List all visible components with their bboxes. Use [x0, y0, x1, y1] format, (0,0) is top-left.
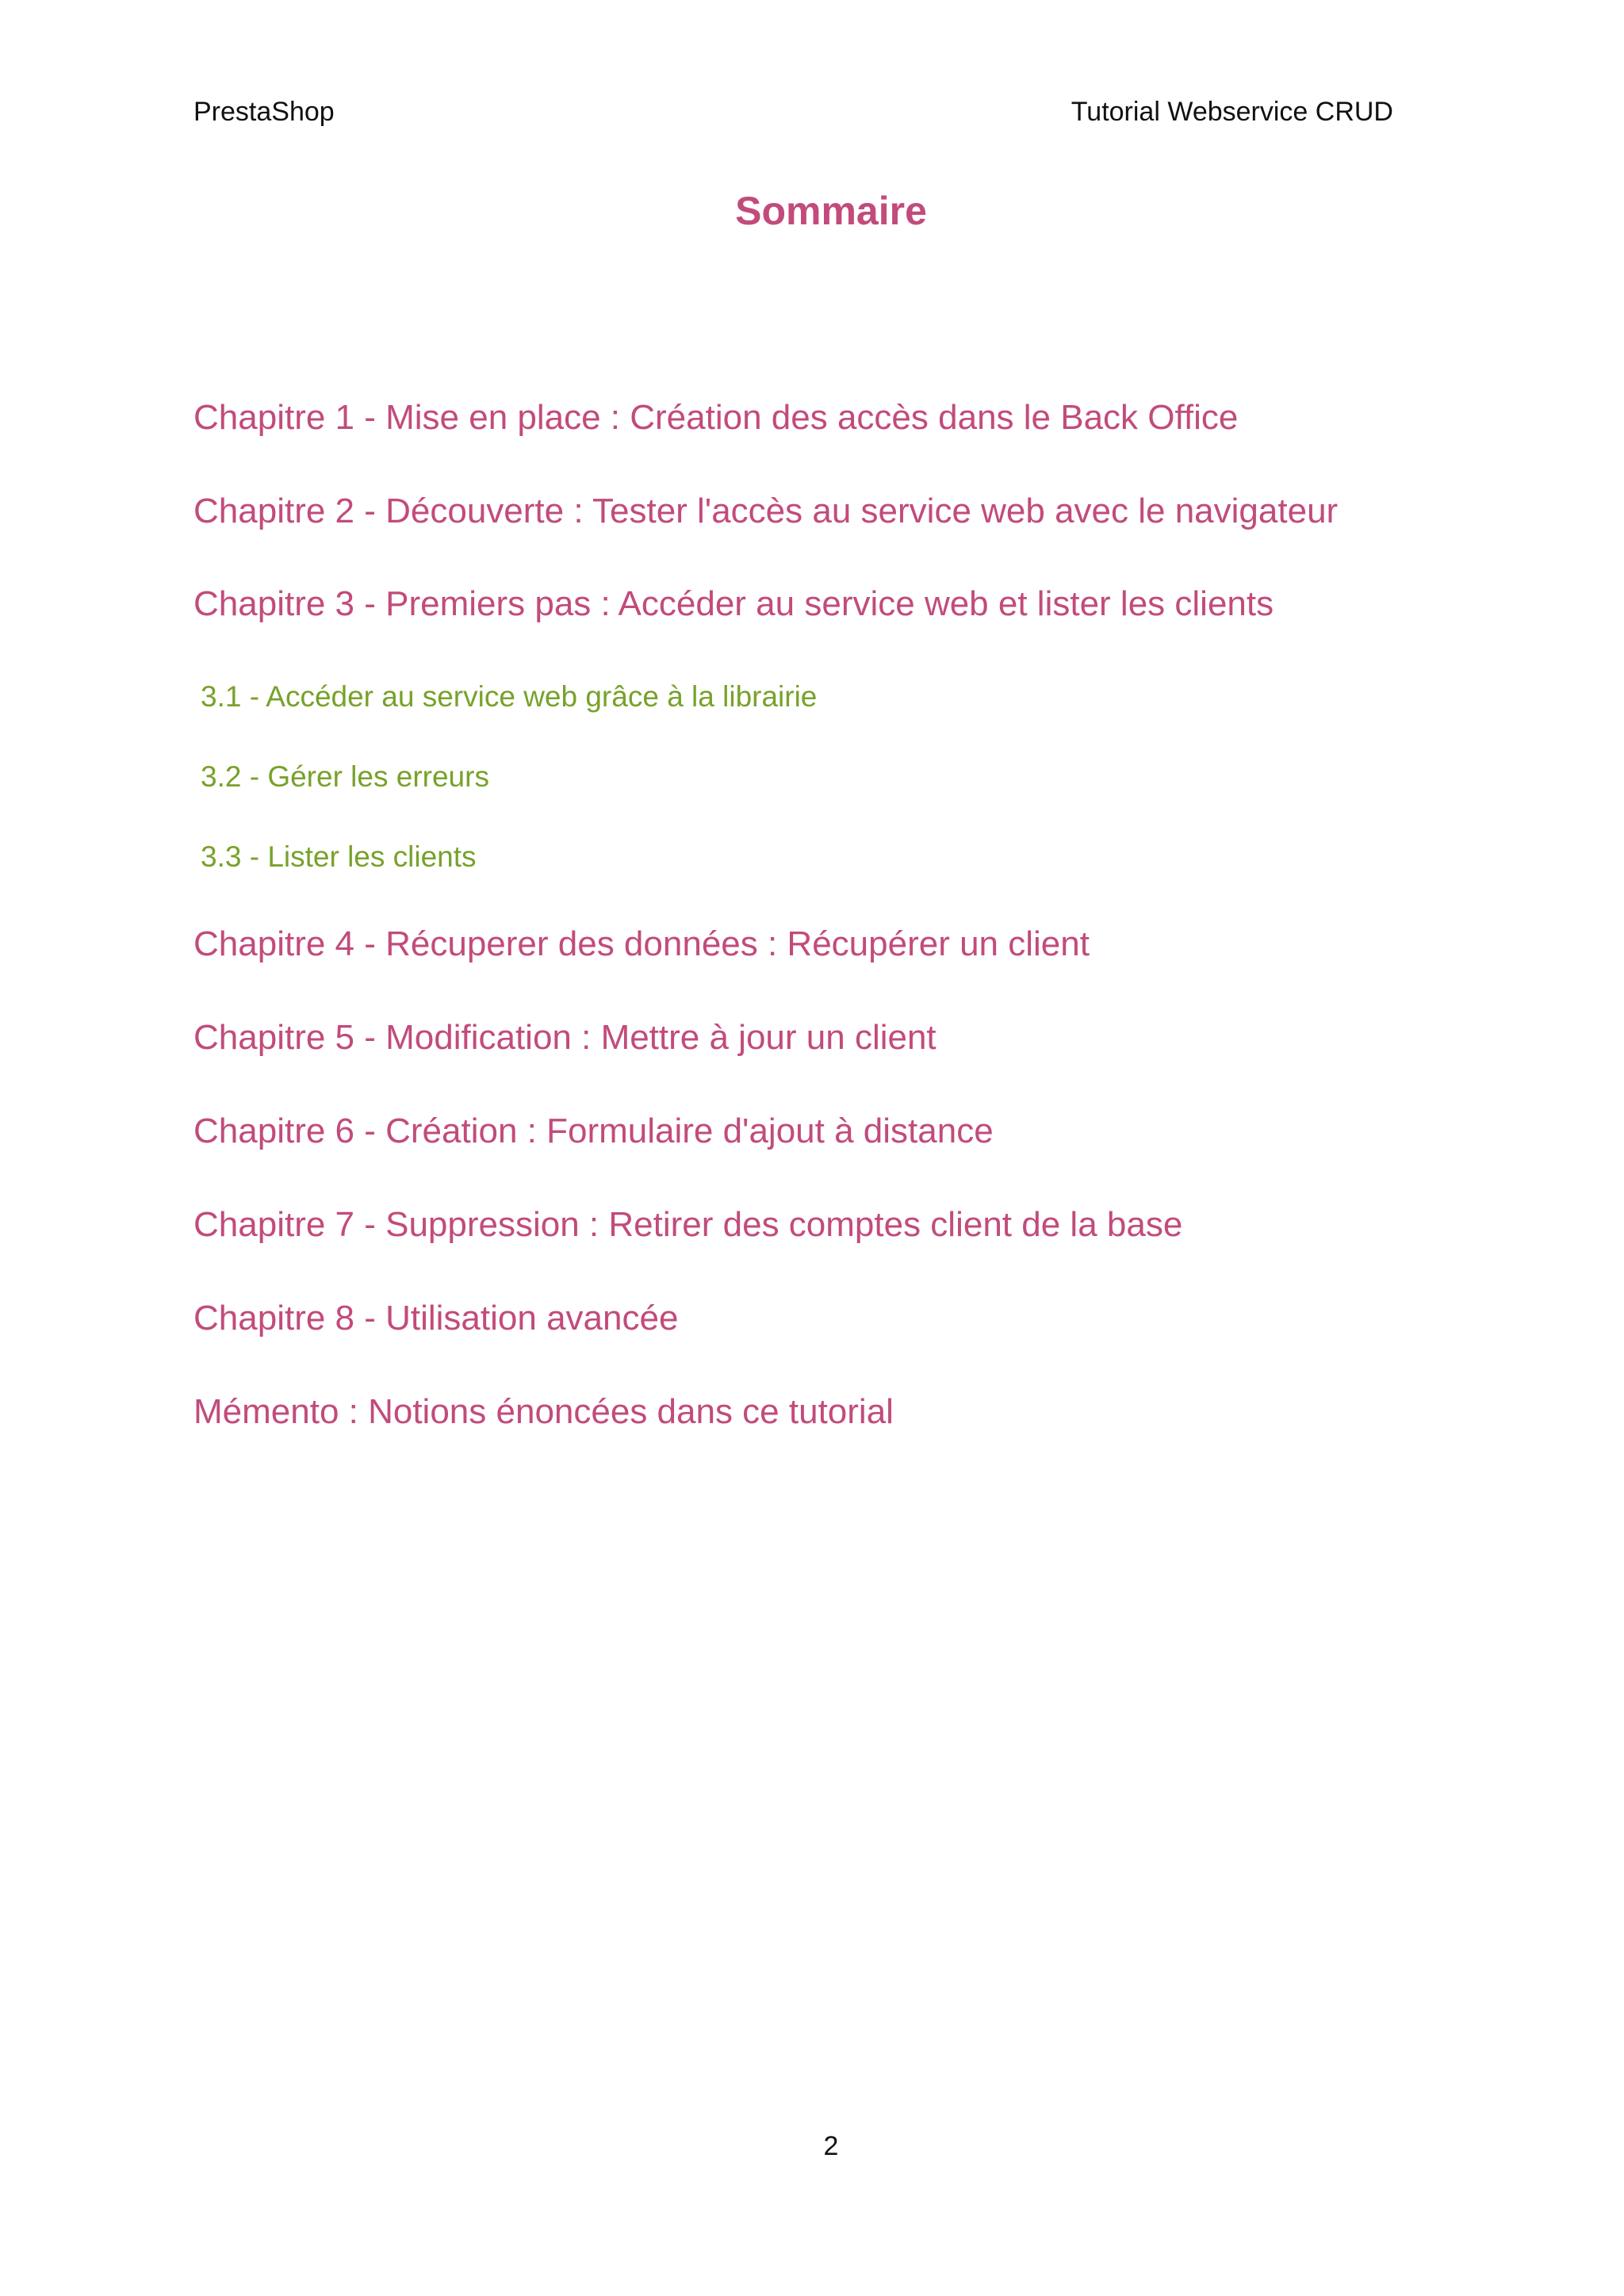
page-number: 2 — [823, 2131, 839, 2161]
toc-chapter-8[interactable]: Chapitre 8 - Utilisation avancée — [193, 1299, 679, 1337]
toc-chapter-4[interactable]: Chapitre 4 - Récuperer des données : Récupérer un client — [193, 924, 1090, 963]
toc-chapter-1[interactable]: Chapitre 1 - Mise en place : Création des accès dans le Back Office — [193, 398, 1239, 437]
toc-chapter-7[interactable]: Chapitre 7 - Suppression : Retirer des comptes client de la base — [193, 1205, 1183, 1244]
page-title: Sommaire — [735, 189, 927, 233]
header-left-text: PrestaShop — [193, 97, 335, 127]
toc-chapter-6[interactable]: Chapitre 6 - Création : Formulaire d'ajout à distance — [193, 1112, 994, 1150]
toc-chapter-5[interactable]: Chapitre 5 - Modification : Mettre à jour un client — [193, 1018, 936, 1057]
toc-chapter-3[interactable]: Chapitre 3 - Premiers pas : Accéder au service web et lister les clients — [193, 584, 1274, 623]
toc-section-3-1[interactable]: 3.1 - Accéder au service web grâce à la librairie — [201, 680, 818, 713]
toc-section-3-2[interactable]: 3.2 - Gérer les erreurs — [201, 760, 489, 793]
header-right-text: Tutorial Webservice CRUD — [1071, 97, 1393, 127]
toc-chapter-2[interactable]: Chapitre 2 - Découverte : Tester l'accès au service web avec le navigateur — [193, 492, 1339, 530]
toc-memento[interactable]: Mémento : Notions énoncées dans ce tutorial — [193, 1392, 894, 1431]
toc-section-3-3[interactable]: 3.3 - Lister les clients — [201, 840, 477, 873]
